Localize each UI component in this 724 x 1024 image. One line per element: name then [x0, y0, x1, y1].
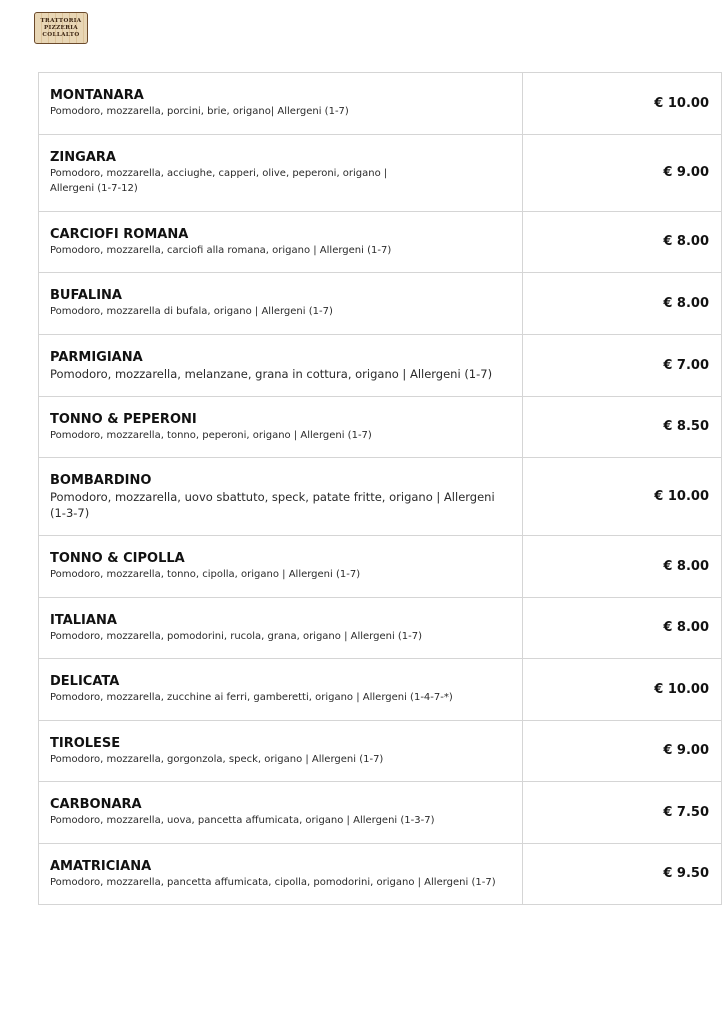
- item-description: Pomodoro, mozzarella, pancetta affumicata, cipolla, pomodorini, origano | Allergeni (1-7): [50, 876, 496, 888]
- menu-item-cell: [39, 782, 523, 844]
- item-price: € 8.00: [523, 536, 722, 598]
- menu-row: [39, 334, 722, 396]
- item-price: € 10.00: [523, 458, 722, 536]
- item-price: € 9.00: [523, 720, 722, 782]
- logo-line-pizzeria: PIZZERIA: [43, 24, 79, 31]
- item-description: Pomodoro, mozzarella, carciofi alla romana, origano | Allergeni (1-7): [50, 244, 392, 256]
- logo-line-trattoria: TRATTORIA: [40, 17, 82, 24]
- item-name: ITALIANA: [50, 612, 117, 628]
- menu-row: [39, 211, 722, 273]
- item-name: CARCIOFI ROMANA: [50, 226, 189, 242]
- menu-item-cell: [39, 211, 523, 273]
- menu-item-cell: [39, 536, 523, 598]
- menu-row: [39, 720, 722, 782]
- item-price: € 8.00: [523, 211, 722, 273]
- menu-row: [39, 134, 722, 211]
- item-description: Pomodoro, mozzarella, melanzane, grana in cottura, origano | Allergeni (1-7): [50, 366, 493, 381]
- item-name: AMATRICIANA: [50, 858, 152, 874]
- item-name: TONNO & CIPOLLA: [50, 551, 185, 566]
- item-price: € 10.00: [523, 659, 722, 721]
- menu-row: [39, 73, 722, 135]
- item-description: Pomodoro, mozzarella, tonno, peperoni, origano | Allergeni (1-7): [50, 429, 372, 441]
- item-name: CARBONARA: [50, 797, 142, 812]
- menu-item-cell: [39, 659, 523, 721]
- menu-item-cell: [39, 273, 523, 335]
- restaurant-logo: [34, 12, 88, 44]
- item-description: Pomodoro, mozzarella, acciughe, capperi, olive, peperoni, origano | Allergeni (1-7-12): [50, 167, 388, 194]
- item-price: € 9.50: [523, 843, 722, 905]
- logo-line-collalto: COLLALTO: [42, 31, 80, 38]
- menu-row: [39, 843, 722, 905]
- menu-item-cell: [39, 73, 523, 135]
- menu-row: [39, 396, 722, 458]
- item-description: Pomodoro, mozzarella, zucchine ai ferri, gamberetti, origano | Allergeni (1-4-7-*): [50, 692, 453, 703]
- item-description: Pomodoro, mozzarella, uovo sbattuto, speck, patate fritte, origano | Allergeni (1-3-7): [50, 490, 495, 520]
- item-name: MONTANARA: [50, 88, 144, 103]
- menu-item-cell: [39, 396, 523, 458]
- item-name: BOMBARDINO: [50, 473, 152, 488]
- item-description: Pomodoro, mozzarella, tonno, cipolla, origano | Allergeni (1-7): [50, 569, 361, 580]
- item-description: Pomodoro, mozzarella, porcini, brie, origano| Allergeni (1-7): [50, 106, 349, 117]
- item-name: PARMIGIANA: [50, 349, 143, 365]
- item-price: € 8.50: [523, 396, 722, 458]
- menu-row: [39, 273, 722, 335]
- item-price: € 9.00: [523, 134, 722, 211]
- item-name: ZINGARA: [50, 149, 116, 165]
- menu-item-cell: [39, 597, 523, 659]
- item-price: € 10.00: [523, 73, 722, 135]
- item-name: TIROLESE: [50, 735, 121, 751]
- pizza-menu-table: [38, 72, 722, 905]
- item-price: € 8.00: [523, 597, 722, 659]
- item-name: BUFALINA: [50, 288, 122, 303]
- item-description: Pomodoro, mozzarella, gorgonzola, speck, origano | Allergeni (1-7): [50, 753, 384, 765]
- item-description: Pomodoro, mozzarella, pomodorini, rucola, grana, origano | Allergeni (1-7): [50, 630, 423, 642]
- item-price: € 8.00: [523, 273, 722, 335]
- menu-table-body: [39, 73, 722, 905]
- menu-row: [39, 782, 722, 844]
- menu-row: [39, 458, 722, 536]
- item-description: Pomodoro, mozzarella, uova, pancetta affumicata, origano | Allergeni (1-3-7): [50, 815, 435, 826]
- menu-item-cell: [39, 134, 523, 211]
- menu-row: [39, 536, 722, 598]
- item-description: Pomodoro, mozzarella di bufala, origano | Allergeni (1-7): [50, 306, 333, 317]
- menu-item-cell: [39, 458, 523, 536]
- item-price: € 7.00: [523, 334, 722, 396]
- menu-row: [39, 597, 722, 659]
- item-name: TONNO & PEPERONI: [50, 411, 197, 427]
- menu-row: [39, 659, 722, 721]
- item-price: € 7.50: [523, 782, 722, 844]
- menu-item-cell: [39, 334, 523, 396]
- item-name: DELICATA: [50, 674, 120, 689]
- menu-item-cell: [39, 843, 523, 905]
- menu-item-cell: [39, 720, 523, 782]
